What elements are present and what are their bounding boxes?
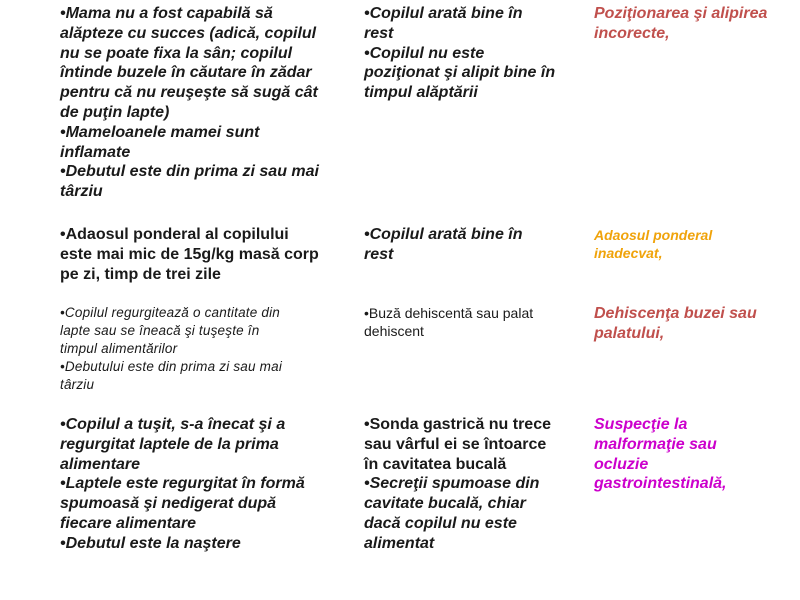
row2-symptom-line: •Adaosul ponderal al copilului: [60, 226, 289, 243]
row4-symptom-line: •Debutul este la naştere: [60, 534, 241, 552]
row2-sign-line: •Copilul arată bine în: [364, 226, 523, 243]
row2-symptom-line: pe zi, timp de trei zile: [60, 265, 221, 283]
row4-signs: [364, 415, 586, 554]
row4-class-line: gastrointestinală,: [594, 475, 727, 493]
row4-symptom-line: •Copilul a tuşit, s-a înecat şi a: [60, 416, 286, 433]
row1-sign-line: •Copilul arată bine în: [364, 5, 523, 22]
row1-symptom-line: nu se poate fixa la sân; copilul: [60, 44, 293, 62]
row3-symptom-line: •Copilul regurgitează o cantitate din: [60, 305, 281, 320]
row1-sign-line: timpul alăptării: [364, 84, 478, 102]
row4-sign-line: •Secreţii spumoase din: [364, 475, 540, 493]
row1-symptom-line: târziu: [60, 183, 103, 201]
row2-symptom-line: este mai mic de 15g/kg masă corp: [60, 245, 319, 263]
row3-symptom-line: timpul alimentărilor: [60, 341, 178, 356]
row3-symptom-line: târziu: [60, 377, 95, 392]
row4-classification: [594, 415, 794, 494]
row3-signs: [364, 304, 586, 340]
row1-sign-line: rest: [364, 24, 394, 42]
row1-symptom-line: •Debutul este din prima zi sau mai: [60, 163, 319, 181]
row4-sign-line: alimentat: [364, 534, 435, 552]
row4-sign-line: în cavitatea bucală: [364, 455, 507, 473]
row2-sign-line: rest: [364, 245, 394, 263]
row4-symptom-line: •Laptele este regurgitat în formă: [60, 475, 305, 493]
row3-symptom-line: •Debutului este din prima zi sau mai: [60, 359, 283, 374]
row1-symptom-line: •Mama nu a fost capabilă să: [60, 5, 273, 22]
row3-classification: [594, 304, 794, 344]
row1-symptom-line: alăpteze cu succes (adică, copilul: [60, 24, 317, 42]
row4-class-line: Suspecţie la: [594, 416, 688, 433]
row4-symptom-line: alimentare: [60, 455, 141, 473]
row2-signs: [364, 225, 586, 265]
row4-symptom-line: regurgitat laptele de la prima: [60, 435, 279, 453]
row3-symptom-line: lapte sau se îneacă şi tuşeşte în: [60, 323, 260, 338]
row4-symptoms: [60, 415, 355, 554]
row3-sign-line: dehiscent: [364, 323, 424, 339]
row1-class-line: incorecte,: [594, 24, 670, 42]
row4-sign-line: •Sonda gastrică nu trece: [364, 416, 551, 433]
row1-symptoms: [60, 4, 355, 202]
row1-sign-line: poziţionat şi alipit bine în: [364, 64, 556, 82]
row1-symptom-line: pentru că nu reuşeşte să sugă cât: [60, 84, 318, 102]
row4-sign-line: sau vârful ei se întoarce: [364, 435, 547, 453]
row4-sign-line: dacă copilul nu este: [364, 514, 517, 532]
row3-class-line: palatului,: [594, 324, 665, 342]
row2-classification: [594, 226, 794, 262]
row1-symptom-line: de puţin lapte): [60, 103, 170, 121]
row1-symptom-line: întinde buzele în căutare în zădar: [60, 64, 312, 82]
row3-class-line: Dehiscenţa buzei sau: [594, 305, 757, 322]
row4-sign-line: cavitate bucală, chiar: [364, 495, 526, 513]
row1-symptom-line: inflamate: [60, 143, 131, 161]
row1-classification: [594, 4, 794, 44]
row1-class-line: Poziţionarea şi alipirea: [594, 5, 768, 22]
row2-class-line: Adaosul ponderal: [594, 227, 713, 243]
row1-sign-line: •Copilul nu este: [364, 44, 485, 62]
row3-sign-line: •Buză dehiscentă sau palat: [364, 305, 534, 321]
row4-symptom-line: fiecare alimentare: [60, 514, 197, 532]
row4-symptom-line: spumoasă şi nedigerat după: [60, 495, 277, 513]
row3-symptoms: [60, 304, 355, 394]
row1-symptom-line: •Mameloanele mamei sunt: [60, 123, 260, 141]
row4-class-line: ocluzie: [594, 455, 649, 473]
row1-signs: [364, 4, 586, 103]
row2-class-line: inadecvat,: [594, 245, 663, 261]
row4-class-line: malformaţie sau: [594, 435, 717, 453]
row2-symptoms: [60, 225, 355, 284]
